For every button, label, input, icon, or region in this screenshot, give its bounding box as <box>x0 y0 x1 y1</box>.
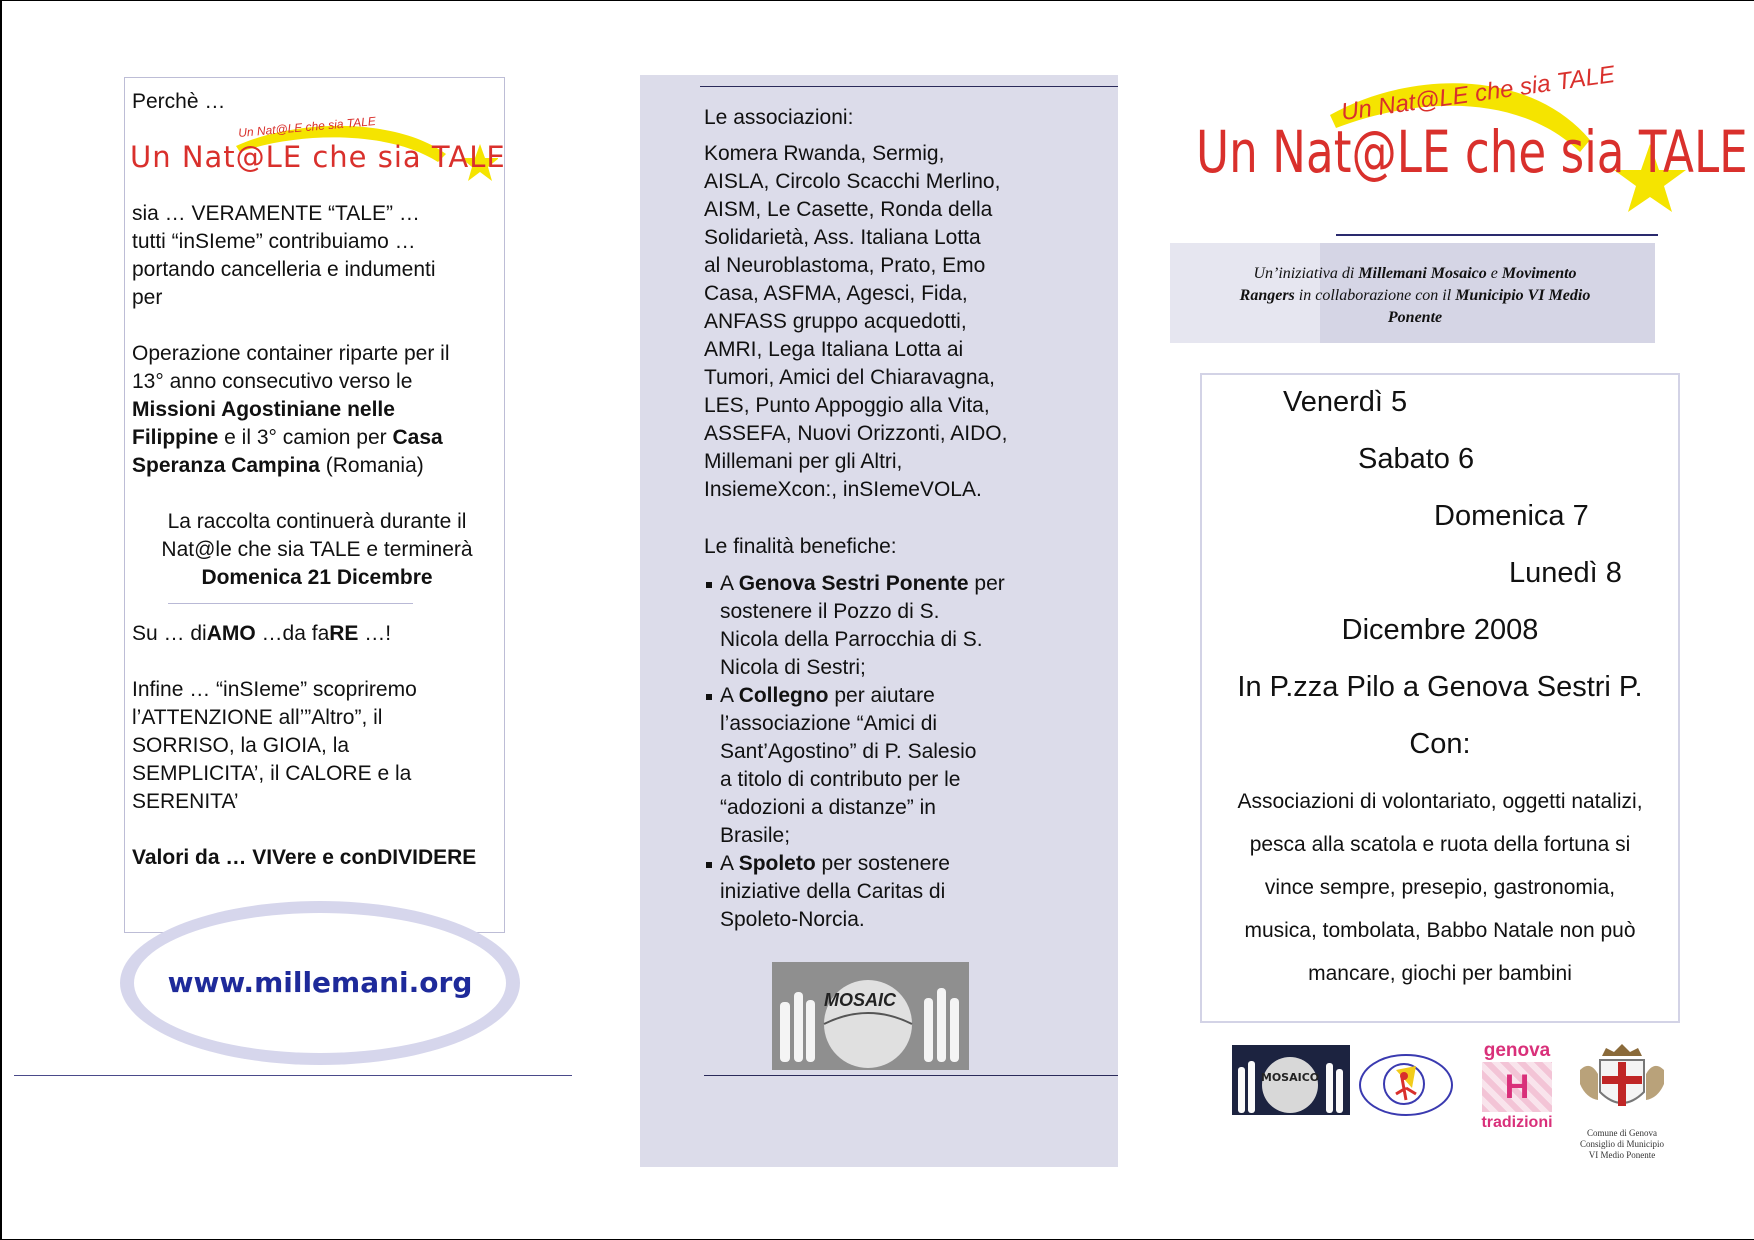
bold-fragment: AMO <box>206 622 256 645</box>
logo-large-title: Un Nat@LE che sia TALE <box>1196 118 1748 186</box>
date-saturday: Sabato 6 <box>1358 443 1475 475</box>
short-divider <box>168 603 413 604</box>
text-fragment: …da fa <box>255 622 330 645</box>
su-diamo-line <box>132 620 391 648</box>
intro-line: sia … VERAMENTE “TALE” … <box>132 202 420 225</box>
finality-line: iniziative della Caritas di <box>720 880 946 903</box>
genova-label: genova <box>1483 1040 1551 1061</box>
finality-line: a titolo di contributo per le <box>720 768 961 791</box>
infine-paragraph <box>132 676 417 816</box>
finality-item <box>704 850 1005 934</box>
association-line: AISLA, Circolo Scacchi Merlino, <box>704 170 1001 193</box>
logo-small-title: Un Nat@LE che sia TALE <box>130 140 506 174</box>
finality-heading <box>720 570 1005 598</box>
finality-line: Brasile; <box>720 824 791 847</box>
association-line: InsiemeXcon:, inSIemeVOLA. <box>704 478 982 501</box>
description-line: Associazioni di volontariato, oggetti natalizi, <box>1237 790 1643 813</box>
finality-heading <box>720 682 1005 710</box>
valori-text: Valori da … VIVere e conDIVIDERE <box>132 846 477 869</box>
bold-fragment: Genova Sestri Ponente <box>738 572 969 595</box>
coat-of-arms-icon <box>1572 1040 1672 1124</box>
collection-line: Domenica 21 Dicembre <box>201 566 433 589</box>
comune-genova-logo <box>1572 1040 1672 1170</box>
text-fragment: Un’iniziativa di <box>1253 265 1359 282</box>
associations-title: Le associazioni: <box>704 106 854 129</box>
finality-line: Sant’Agostino” di P. Salesio <box>720 740 977 763</box>
bold-fragment: RE <box>329 622 359 645</box>
association-line: ANFASS gruppo acquedotti, <box>704 310 967 333</box>
description-line: musica, tombolata, Babbo Natale non può <box>1244 919 1636 942</box>
event-logo-small <box>128 114 506 188</box>
finality-line: l’associazione “Amici di <box>720 712 938 735</box>
bold-fragment: Movimento <box>1501 265 1577 282</box>
association-line: Solidarietà, Ass. Italiana Lotta <box>704 226 981 249</box>
bold-fragment: Casa <box>392 426 443 449</box>
association-line: Casa, ASFMA, Agesci, Fida, <box>704 282 968 305</box>
bold-fragment: Ponente <box>1387 309 1443 326</box>
container-line <box>132 424 450 452</box>
globe-person-icon <box>1356 1048 1456 1122</box>
middle-bottom-divider <box>704 1075 1118 1076</box>
container-line: Operazione container riparte per il <box>132 342 450 365</box>
association-line: AMRI, Lega Italiana Lotta ai <box>704 338 964 361</box>
right-top-divider <box>1336 234 1658 236</box>
finality-item <box>704 682 1005 850</box>
container-line <box>132 452 450 480</box>
infine-line: SORRISO, la GIOIA, la <box>132 734 350 757</box>
text-fragment: per <box>968 572 1005 595</box>
date-monday: Lunedì 8 <box>1509 557 1622 589</box>
bold-fragment: Collegno <box>738 684 829 707</box>
mosaico-hands-photo <box>772 962 969 1070</box>
comune-line: Consiglio di Municipio <box>1579 1139 1664 1149</box>
comune-line: Comune di Genova <box>1587 1128 1657 1138</box>
container-line: Missioni Agostiniane nelle <box>132 398 395 421</box>
association-line: al Neuroblastoma, Prato, Emo <box>704 254 986 277</box>
left-bottom-divider <box>14 1075 572 1076</box>
logo-large-subtitle: Un Nat@LE che sia TALE <box>1339 60 1617 127</box>
association-line: LES, Punto Appoggio alla Vita, <box>704 394 990 417</box>
middle-top-divider <box>700 86 1118 87</box>
bold-fragment: Rangers <box>1239 287 1295 304</box>
association-line: Komera Rwanda, Sermig, <box>704 142 945 165</box>
text-fragment: A <box>720 684 739 707</box>
finality-line: Nicola della Parrocchia di S. <box>720 628 983 651</box>
infine-line: SEMPLICITA’, il CALORE e la <box>132 762 412 785</box>
text-fragment: in collaborazione con il <box>1294 287 1456 304</box>
finality-item <box>704 570 1005 682</box>
description-line: mancare, giochi per bambini <box>1308 962 1572 985</box>
text-fragment: (Romania) <box>319 454 424 477</box>
container-paragraph <box>132 340 450 480</box>
finality-heading <box>720 850 1005 878</box>
initiative-box <box>1170 243 1655 343</box>
finality-line: Spoleto-Norcia. <box>720 908 865 931</box>
association-line: ASSEFA, Nuovi Orizzonti, AIDO, <box>704 422 1008 445</box>
associations-section <box>704 104 1007 504</box>
bold-fragment: Filippine <box>132 426 219 449</box>
event-location: In P.zza Pilo a Genova Sestri P. <box>1237 671 1643 703</box>
bold-fragment: Millemani Mosaico <box>1358 265 1487 282</box>
h-letter-icon: H <box>1504 1068 1530 1106</box>
text-fragment: A <box>720 572 739 595</box>
comune-line: VI Medio Ponente <box>1588 1150 1656 1160</box>
collection-line: La raccolta continuerà durante il <box>167 510 467 533</box>
text-fragment: …! <box>358 622 392 645</box>
date-sunday: Domenica 7 <box>1434 500 1589 532</box>
text-fragment: per aiutare <box>828 684 935 707</box>
infine-line: l’ATTENZIONE all’”Altro”, il <box>132 706 383 729</box>
intro-line: portando cancelleria e indumenti <box>132 258 436 281</box>
finalities-list <box>704 570 1005 934</box>
description-line: pesca alla scatola e ruota della fortuna si <box>1249 833 1631 856</box>
intro-line: tutti “inSIeme” contribuiamo … <box>132 230 416 253</box>
svg-text:MOSAICO: MOSAICO <box>1260 1071 1320 1084</box>
hands-ball-icon <box>772 962 969 1070</box>
infine-line: SERENITA’ <box>132 790 239 813</box>
comune-caption <box>1572 1128 1672 1161</box>
tradizioni-label: tradizioni <box>1481 1114 1553 1131</box>
text-fragment: e il 3° camion per <box>218 426 393 449</box>
mosaico-logo <box>1232 1045 1350 1115</box>
collection-paragraph <box>132 508 502 592</box>
container-line: 13° anno consecutivo verso le <box>132 370 413 393</box>
event-details-box <box>1200 373 1680 1023</box>
text-fragment: e <box>1486 265 1502 282</box>
photo-caption: MOSAIC <box>824 990 896 1010</box>
website-badge <box>118 898 522 1068</box>
date-month: Dicembre 2008 <box>1341 614 1539 646</box>
rangers-logo <box>1356 1048 1456 1122</box>
con-label: Con: <box>1409 728 1471 760</box>
intro-paragraph <box>132 200 436 312</box>
event-description <box>1202 780 1678 995</box>
mosaico-ball-icon <box>1232 1045 1350 1115</box>
bold-fragment: Spoleto <box>738 852 816 875</box>
bold-fragment: Speranza Campina <box>132 454 320 477</box>
finality-line: sostenere il Pozzo di S. <box>720 600 940 623</box>
bold-fragment: Municipio VI Medio <box>1455 287 1591 304</box>
description-line: vince sempre, presepio, gastronomia, <box>1264 876 1616 899</box>
intro-line: per <box>132 286 163 309</box>
text-fragment: A <box>720 852 739 875</box>
event-logo-large <box>1190 60 1748 235</box>
association-line: Tumori, Amici del Chiaravagna, <box>704 366 996 389</box>
text-fragment: per sostenere <box>815 852 950 875</box>
finalities-title: Le finalità benefiche: <box>704 535 897 558</box>
genova-tradizioni-logo <box>1478 1042 1556 1134</box>
text-fragment: Su … di <box>132 622 207 645</box>
logo-small-subtitle: Un Nat@LE che sia TALE <box>237 114 377 140</box>
collection-line: Nat@le che sia TALE e terminerà <box>161 538 473 561</box>
date-friday: Venerdì 5 <box>1283 386 1408 418</box>
finality-line: Nicola di Sestri; <box>720 656 866 679</box>
perche-text: Perchè … <box>132 90 226 113</box>
finality-line: “adozioni a distanze” in <box>720 796 936 819</box>
association-line: AISM, Le Casette, Ronda della <box>704 198 993 221</box>
infine-line: Infine … “inSIeme” scopriremo <box>132 678 417 701</box>
website-link[interactable]: www.millemani.org <box>167 966 473 999</box>
initiative-text <box>1190 263 1640 329</box>
association-line: Millemani per gli Altri, <box>704 450 903 473</box>
